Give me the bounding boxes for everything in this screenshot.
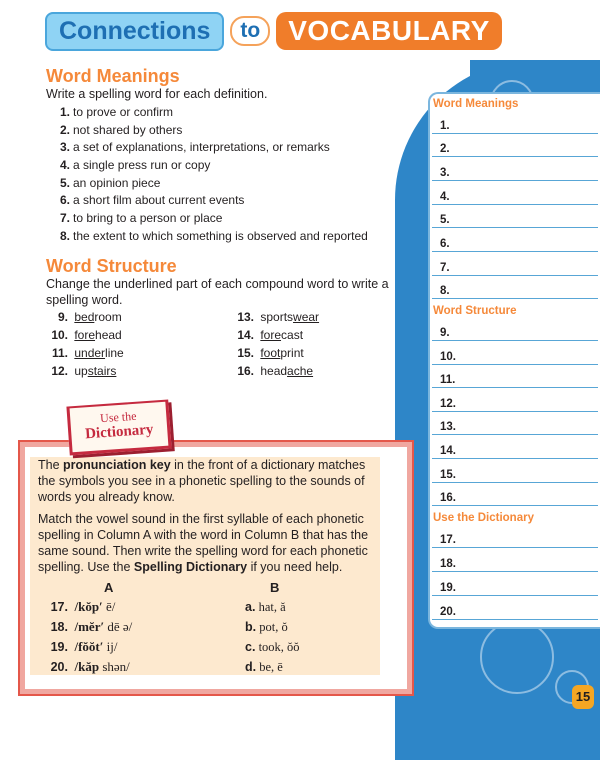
answer-line[interactable]: 3.	[432, 157, 598, 181]
list-item: 15. footprint	[237, 346, 304, 360]
pronunciation-row: 17. /kŏp′ ē/	[50, 599, 116, 614]
word-meanings-instruction: Write a spelling word for each definition.	[46, 87, 268, 101]
list-item: 4. a single press run or copy	[59, 158, 211, 173]
answer-line[interactable]: 6.	[432, 228, 598, 252]
column-b-item: b. pot, ŏ	[245, 620, 288, 634]
list-item: 13. sportswear	[237, 310, 320, 324]
definition-list	[52, 104, 412, 246]
answer-line[interactable]: 12.	[432, 388, 598, 412]
list-item: 5. an opinion piece	[59, 175, 161, 190]
answer-line[interactable]: 9.	[432, 317, 598, 341]
title-to: to	[230, 16, 270, 46]
answer-line[interactable]: 15.	[432, 459, 598, 483]
pronunciation-row: 18. /mĕr′ dē ə/	[50, 619, 133, 634]
answer-line[interactable]: 19.	[432, 572, 598, 596]
list-item: 7. to bring to a person or place	[59, 211, 223, 226]
answer-line[interactable]: 8.	[432, 275, 598, 299]
answer-line[interactable]: 20.	[432, 596, 598, 620]
title-connections: Connections	[45, 12, 224, 51]
answer-dictionary-label: Use the Dictionary	[433, 512, 534, 524]
answer-line[interactable]: 13.	[432, 411, 598, 435]
list-item: 11. underline	[51, 346, 124, 360]
answer-line[interactable]: 7.	[432, 252, 598, 276]
answer-line[interactable]: 4.	[432, 181, 598, 205]
answer-line[interactable]: 2.	[432, 133, 598, 157]
dictionary-paragraph-1: The pronunciation key in the front of a dictionary matches the symbols you see in a phonetic spelling to the sounds of words you already know.	[38, 458, 366, 504]
list-item: 9. bedroom	[57, 310, 122, 324]
column-b-item: d. be, ē	[245, 660, 283, 674]
list-item: 12. upstairs	[51, 364, 117, 378]
dictionary-book-icon: Use the Dictionary	[66, 400, 171, 456]
column-b-item: c. took, ŏŏ	[245, 640, 300, 654]
list-item: 2. not shared by others	[59, 122, 183, 137]
pronunciation-row: 19. /fŏŏt′ ij/	[50, 639, 118, 654]
list-item: 14. forecast	[237, 328, 304, 342]
column-a-header: A	[104, 580, 114, 595]
answer-line[interactable]: 1.	[432, 110, 598, 134]
list-item: 6. a short film about current events	[59, 193, 245, 208]
title-vocabulary: VOCABULARY	[276, 12, 502, 50]
compound-words-left	[46, 308, 226, 380]
pronunciation-row: 20. /kăp shən/	[50, 659, 130, 674]
answer-line[interactable]: 18.	[432, 548, 598, 572]
title-banner	[45, 10, 502, 52]
answer-line[interactable]: 14.	[432, 435, 598, 459]
answer-line[interactable]: 5.	[432, 204, 598, 228]
answer-line[interactable]: 10.	[432, 341, 598, 365]
word-structure-instruction: Change the underlined part of each compound word to write a spelling word.	[46, 277, 389, 307]
answer-line[interactable]: 17.	[432, 524, 598, 548]
column-b-header: B	[270, 580, 280, 595]
answer-word-meanings-label: Word Meanings	[433, 98, 519, 110]
compound-words-right	[232, 308, 412, 380]
dictionary-paragraph-2: Match the vowel sound in the first syllable of each phonetic spelling in Column A with the word in Column B that has the same sound. Then write the spelling word for each phonetic spelling. Use the Spelling Dictionary if you need help.	[38, 512, 369, 574]
answer-line[interactable]: 16.	[432, 482, 598, 506]
list-item: 10. forehead	[51, 328, 122, 342]
list-item: 1. to prove or confirm	[59, 105, 174, 119]
word-meanings-heading: Word Meanings	[46, 66, 180, 86]
word-structure-heading: Word Structure	[46, 256, 177, 276]
answer-line[interactable]: 11.	[432, 364, 598, 388]
list-item: 3. a set of explanations, interpretations, or remarks	[59, 140, 330, 155]
list-item: 16. headache	[237, 364, 314, 378]
list-item: 8. the extent to which something is observed and reported	[59, 228, 368, 243]
page-number: 15	[572, 685, 594, 709]
column-b-item: a. hat, ă	[245, 600, 286, 614]
answer-word-structure-label: Word Structure	[433, 305, 517, 317]
